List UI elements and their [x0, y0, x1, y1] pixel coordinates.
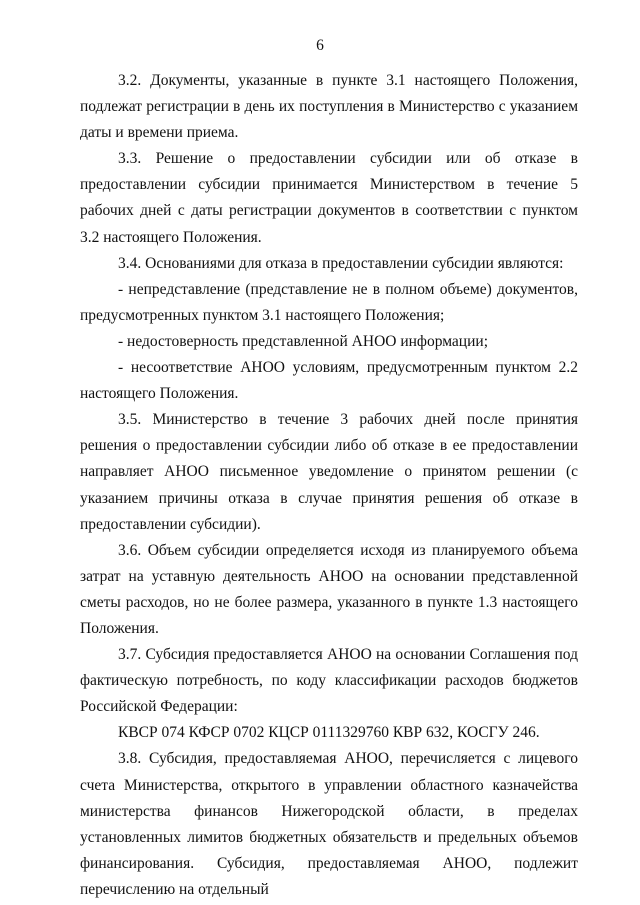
paragraph-3-3: 3.3. Решение о предоставлении субсидии или об отказе в предоставлении субсидии принимается Министерством в течение 5 рабочих дней с даты регистрации документов в соответствии с пунктом 3.2 настоящего Положения.: [80, 150, 578, 246]
page-number: 6: [316, 37, 324, 54]
list-item-nonsubmission: - непредставление (представление не в полном объеме) документов, предусмотренных пунктом 3.1 настоящего Положения;: [80, 280, 578, 324]
paragraph-3-5: 3.5. Министерство в течение 3 рабочих дней после принятия решения о предоставлении субсидии либо об отказе в ее предоставлении направляет АНОО письменное уведомление о принятом решении (с указанием причины отказа в случае принятия решения об отказе в предоставлении субсидии).: [80, 411, 578, 533]
budget-classification-codes: КВСР 074 КФСР 0702 КЦСР 0111329760 КВР 632, КОСГУ 246.: [118, 724, 540, 742]
list-item-unreliability: - недостоверность представленной АНОО информации;: [118, 332, 489, 350]
document-body: [80, 68, 578, 903]
paragraph-3-7: 3.7. Субсидия предоставляется АНОО на основании Соглашения под фактическую потребность, по коду классификации расходов бюджетов Российской Федерации:: [80, 646, 578, 716]
paragraph-3-8: 3.8. Субсидия, предоставляемая АНОО, перечисляется с лицевого счета Министерства, открытого в управлении областного казначейства министерства финансов Нижегородской области, в пределах установленных лимитов бюджетных обязательств и предельных объемов финансирования. Субсидия, предоставляемая АНОО, подлежит перечислению на отдельный: [80, 750, 578, 898]
paragraph-3-2: 3.2. Документы, указанные в пункте 3.1 настоящего Положения, подлежат регистрации в день их поступления в Министерство с указанием даты и времени приема.: [80, 72, 578, 142]
paragraph-3-6: 3.6. Объем субсидии определяется исходя из планируемого объема затрат на уставную деятельность АНОО на основании представленной сметы расходов, но не более размера, указанного в пункте 1.3 настоящего Положения.: [80, 541, 578, 637]
paragraph-3-4: 3.4. Основаниями для отказа в предоставлении субсидии являются:: [118, 254, 564, 272]
list-item-noncompliance: - несоответствие АНОО условиям, предусмотренным пунктом 2.2 настоящего Положения.: [80, 359, 578, 403]
